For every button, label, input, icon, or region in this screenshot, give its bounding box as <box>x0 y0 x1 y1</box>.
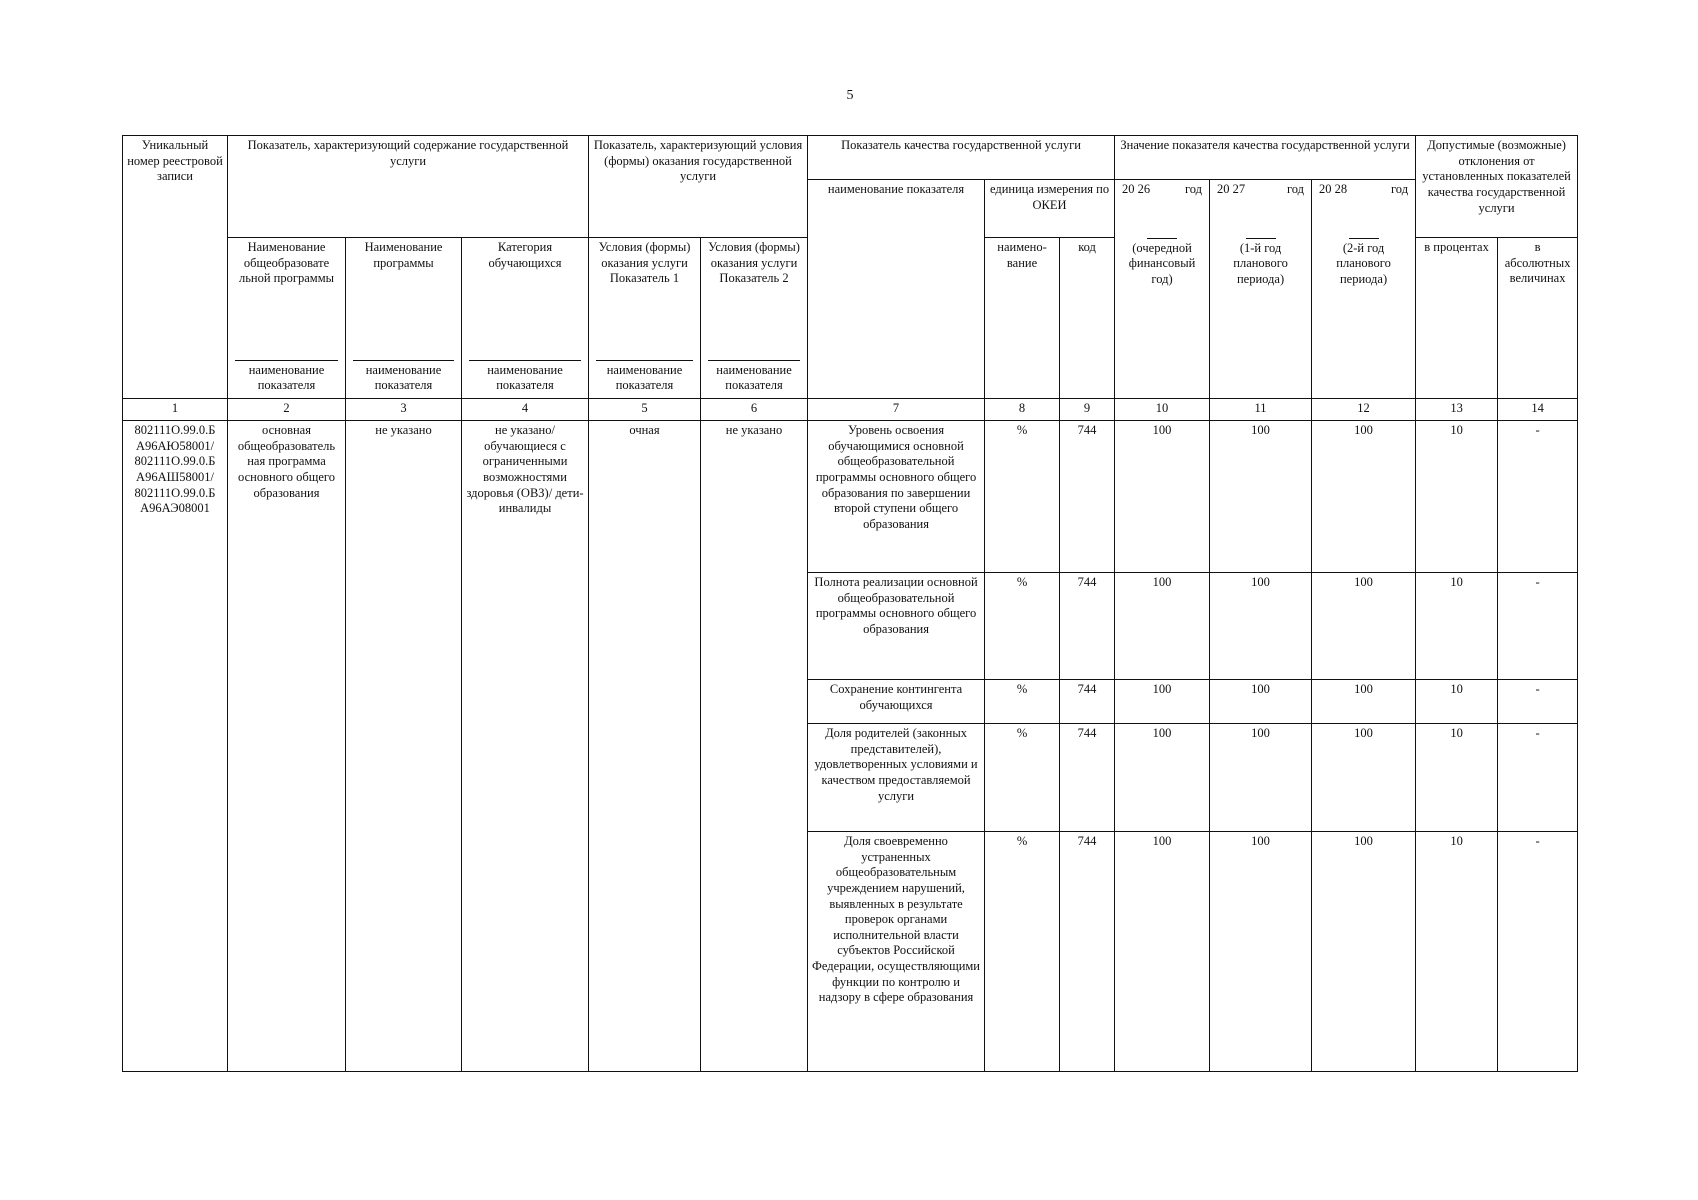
record-program-name: основная общеобразователь ная программа основного общего образования <box>228 421 346 1072</box>
header-indicator-name: наименование показателя <box>808 180 985 399</box>
column-number: 3 <box>346 399 462 421</box>
indicator-code: 744 <box>1060 680 1115 724</box>
header-year3-note: (2-й год планового периода) <box>1312 238 1416 399</box>
column-number: 7 <box>808 399 985 421</box>
indicator-code: 744 <box>1060 421 1115 573</box>
header-col-cond2: Условия (формы) оказания услуги Показатель 2 наименование показателя <box>701 238 808 399</box>
indicator-value-2027: 100 <box>1210 724 1312 832</box>
column-number: 2 <box>228 399 346 421</box>
indicator-unit: % <box>985 421 1060 573</box>
header-quality-value: Значение показателя качества государственной услуги <box>1115 136 1416 180</box>
header-content-indicator: Показатель, характеризующий содержание государственной услуги <box>228 136 589 238</box>
column-number: 11 <box>1210 399 1312 421</box>
header-year-2027: 20 27 год <box>1210 180 1312 238</box>
header-in-percent: в процентах <box>1416 238 1498 399</box>
indicator-absolute: - <box>1498 680 1578 724</box>
record-cond2: не указано <box>701 421 808 1072</box>
indicator-name: Доля родителей (законных представителей), удовлетворенных условиями и качеством предоставляемой услуги <box>808 724 985 832</box>
indicator-value-2027: 100 <box>1210 680 1312 724</box>
indicator-code: 744 <box>1060 573 1115 680</box>
indicator-name: Доля своевременно устраненных общеобразовательным учреждением нарушений, выявленных в результате проверок органами исполнительной власти субъектов Российской Федерации, осуществляющими функции по контролю и надзору в сфере образования <box>808 832 985 1072</box>
indicator-absolute: - <box>1498 573 1578 680</box>
indicator-value-2027: 100 <box>1210 832 1312 1072</box>
column-number: 8 <box>985 399 1060 421</box>
column-number: 1 <box>123 399 228 421</box>
header-col-category: Категория обучающихся наименование показателя <box>462 238 589 399</box>
header-unit-okei: единица измерения по ОКЕИ <box>985 180 1115 238</box>
column-numbers-row <box>123 399 1578 421</box>
indicator-name: Полнота реализации основной общеобразовательной программы основного общего образования <box>808 573 985 680</box>
column-number: 14 <box>1498 399 1578 421</box>
header-in-absolute: в абсолютных величинах <box>1498 238 1578 399</box>
record-registry-number: 802111О.99.0.Б А96АЮ58001/ 802111О.99.0.Б А96АШ58001/ 802111О.99.0.Б А96АЭ08001 <box>123 421 228 1072</box>
record-program: не указано <box>346 421 462 1072</box>
page-number: 5 <box>846 88 854 103</box>
indicator-value-2026: 100 <box>1115 573 1210 680</box>
header-deviations: Допустимые (возможные) отклонения от установленных показателей качества государственной услуги <box>1416 136 1578 238</box>
column-number: 4 <box>462 399 589 421</box>
header-year2-note: (1-й год планового периода) <box>1210 238 1312 399</box>
header-unit-name: наимено- вание <box>985 238 1060 399</box>
indicator-percent: 10 <box>1416 680 1498 724</box>
column-number: 12 <box>1312 399 1416 421</box>
indicator-value-2026: 100 <box>1115 724 1210 832</box>
indicator-value-2027: 100 <box>1210 573 1312 680</box>
column-number: 13 <box>1416 399 1498 421</box>
record-cond1: очная <box>589 421 701 1072</box>
indicator-percent: 10 <box>1416 724 1498 832</box>
indicator-value-2026: 100 <box>1115 832 1210 1072</box>
header-registry-number: Уникальный номер реестровой записи <box>123 136 228 399</box>
indicator-percent: 10 <box>1416 573 1498 680</box>
column-number: 5 <box>589 399 701 421</box>
indicator-unit: % <box>985 724 1060 832</box>
indicator-percent: 10 <box>1416 832 1498 1072</box>
indicator-value-2026: 100 <box>1115 421 1210 573</box>
column-number: 6 <box>701 399 808 421</box>
header-col-cond1: Условия (формы) оказания услуги Показатель 1 наименование показателя <box>589 238 701 399</box>
record-category: не указано/ обучающиеся с ограниченными возможностями здоровья (ОВЗ)/ дети-инвалиды <box>462 421 589 1072</box>
indicator-absolute: - <box>1498 724 1578 832</box>
indicator-unit: % <box>985 573 1060 680</box>
indicator-value-2028: 100 <box>1312 573 1416 680</box>
indicator-value-2027: 100 <box>1210 421 1312 573</box>
indicator-unit: % <box>985 832 1060 1072</box>
header-col-program: Наименование программы наименование показателя <box>346 238 462 399</box>
indicator-unit: % <box>985 680 1060 724</box>
column-number: 10 <box>1115 399 1210 421</box>
indicator-code: 744 <box>1060 724 1115 832</box>
indicator-absolute: - <box>1498 421 1578 573</box>
header-year-2026: 20 26 год <box>1115 180 1210 238</box>
indicator-name: Уровень освоения обучающимися основной общеобразовательной программы основного общего образования по завершении второй ступени общего образования <box>808 421 985 573</box>
header-col-program-name: Наименование общеобразовате льной программы наименование показателя <box>228 238 346 399</box>
header-unit-code: код <box>1060 238 1115 399</box>
table-row <box>123 421 1578 573</box>
indicator-value-2028: 100 <box>1312 680 1416 724</box>
indicator-value-2028: 100 <box>1312 421 1416 573</box>
header-year1-note: (очередной финансовый год) <box>1115 238 1210 399</box>
column-number: 9 <box>1060 399 1115 421</box>
indicator-percent: 10 <box>1416 421 1498 573</box>
indicator-absolute: - <box>1498 832 1578 1072</box>
header-conditions-indicator: Показатель, характеризующий условия (формы) оказания государственной услуги <box>589 136 808 238</box>
indicator-code: 744 <box>1060 832 1115 1072</box>
indicator-value-2026: 100 <box>1115 680 1210 724</box>
indicator-name: Сохранение контингента обучающихся <box>808 680 985 724</box>
indicator-value-2028: 100 <box>1312 832 1416 1072</box>
indicator-value-2028: 100 <box>1312 724 1416 832</box>
quality-indicators-table <box>122 135 1578 1072</box>
header-quality-indicator: Показатель качества государственной услуги <box>808 136 1115 180</box>
header-year-2028: 20 28 год <box>1312 180 1416 238</box>
